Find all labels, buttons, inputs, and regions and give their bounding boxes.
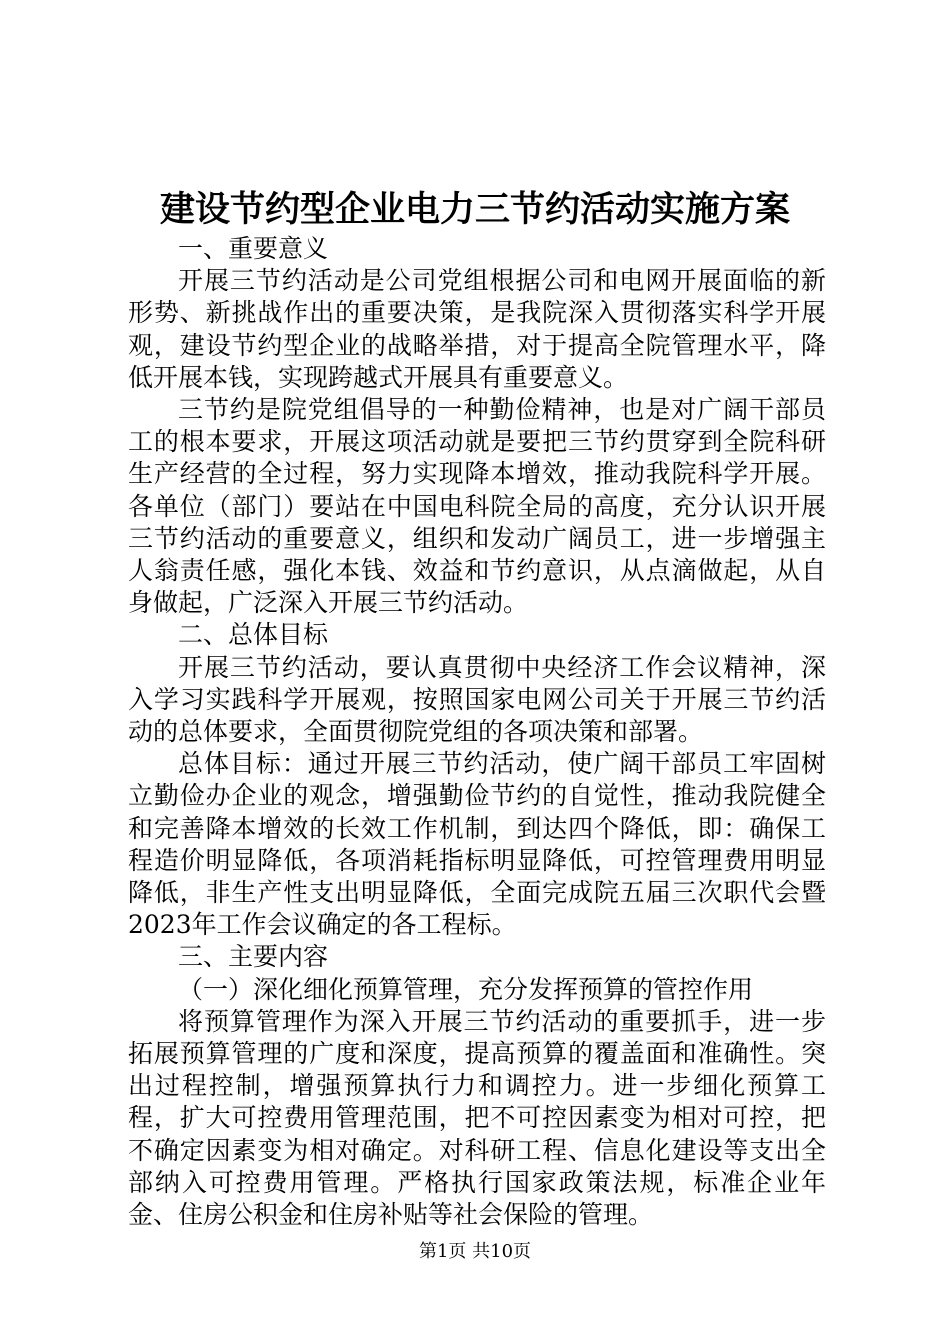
section-heading-3: 三、主要内容 [178,942,329,972]
paragraph: 三节约是院党组倡导的一种勤俭精神，也是对广阔干部员工的根本要求，开展这项活动就是要把三节约贯穿到全院科研生产经营的全过程，努力实现降本增效，推动我院科学开展。各单位（部门）要站在中国电科院全局的高度，充分认识开展三节约活动的重要意义，组织和发动广阔员工，进一步增强主人翁责任感，强化本钱、效益和节约意识，从点滴做起，从自身做起，广泛深入开展三节约活动。 [128,395,826,618]
paragraph: 开展三节约活动是公司党组根据公司和电网开展面临的新形势、新挑战作出的重要决策，是我院深入贯彻落实科学开展观，建设节约型企业的战略举措，对于提高全院管理水平，降低开展本钱，实现跨越式开展具有重要意义。 [128,266,826,392]
document-body [128,233,826,1231]
subsection-heading: （一）深化细化预算管理，充分发挥预算的管控作用 [178,974,754,1004]
paragraph: 将预算管理作为深入开展三节约活动的重要抓手，进一步拓展预算管理的广度和深度，提高预算的覆盖面和准确性。突出过程控制，增强预算执行力和调控力。进一步细化预算工程，扩大可控费用管理范围，把不可控因素变为相对可控，把不确定因素变为相对确定。对科研工程、信息化建设等支出全部纳入可控费用管理。严格执行国家政策法规，标准企业年金、住房公积金和住房补贴等社会保险的管理。 [128,1006,826,1230]
page-footer: 第1页 共10页 [418,1241,532,1262]
paragraph: 开展三节约活动，要认真贯彻中央经济工作会议精神，深入学习实践科学开展观，按照国家电网公司关于开展三节约活动的总体要求，全面贯彻院党组的各项决策和部署。 [128,652,826,747]
section-heading-2: 二、总体目标 [178,620,329,650]
section-heading-1: 一、重要意义 [178,234,329,263]
paragraph: 总体目标：通过开展三节约活动，使广阔干部员工牢固树立勤俭办企业的观念，增强勤俭节约的自觉性，推动我院健全和完善降本增效的长效工作机制，到达四个降低，即：确保工程造价明显降低，各项消耗指标明显降低，可控管理费用明显降低，非生产性支出明显降低，全面完成院五届三次职代会暨2023年工作会议确定的各工程标。 [128,749,826,940]
document-title: 建设节约型企业电力三节约活动实施方案 [159,189,790,230]
